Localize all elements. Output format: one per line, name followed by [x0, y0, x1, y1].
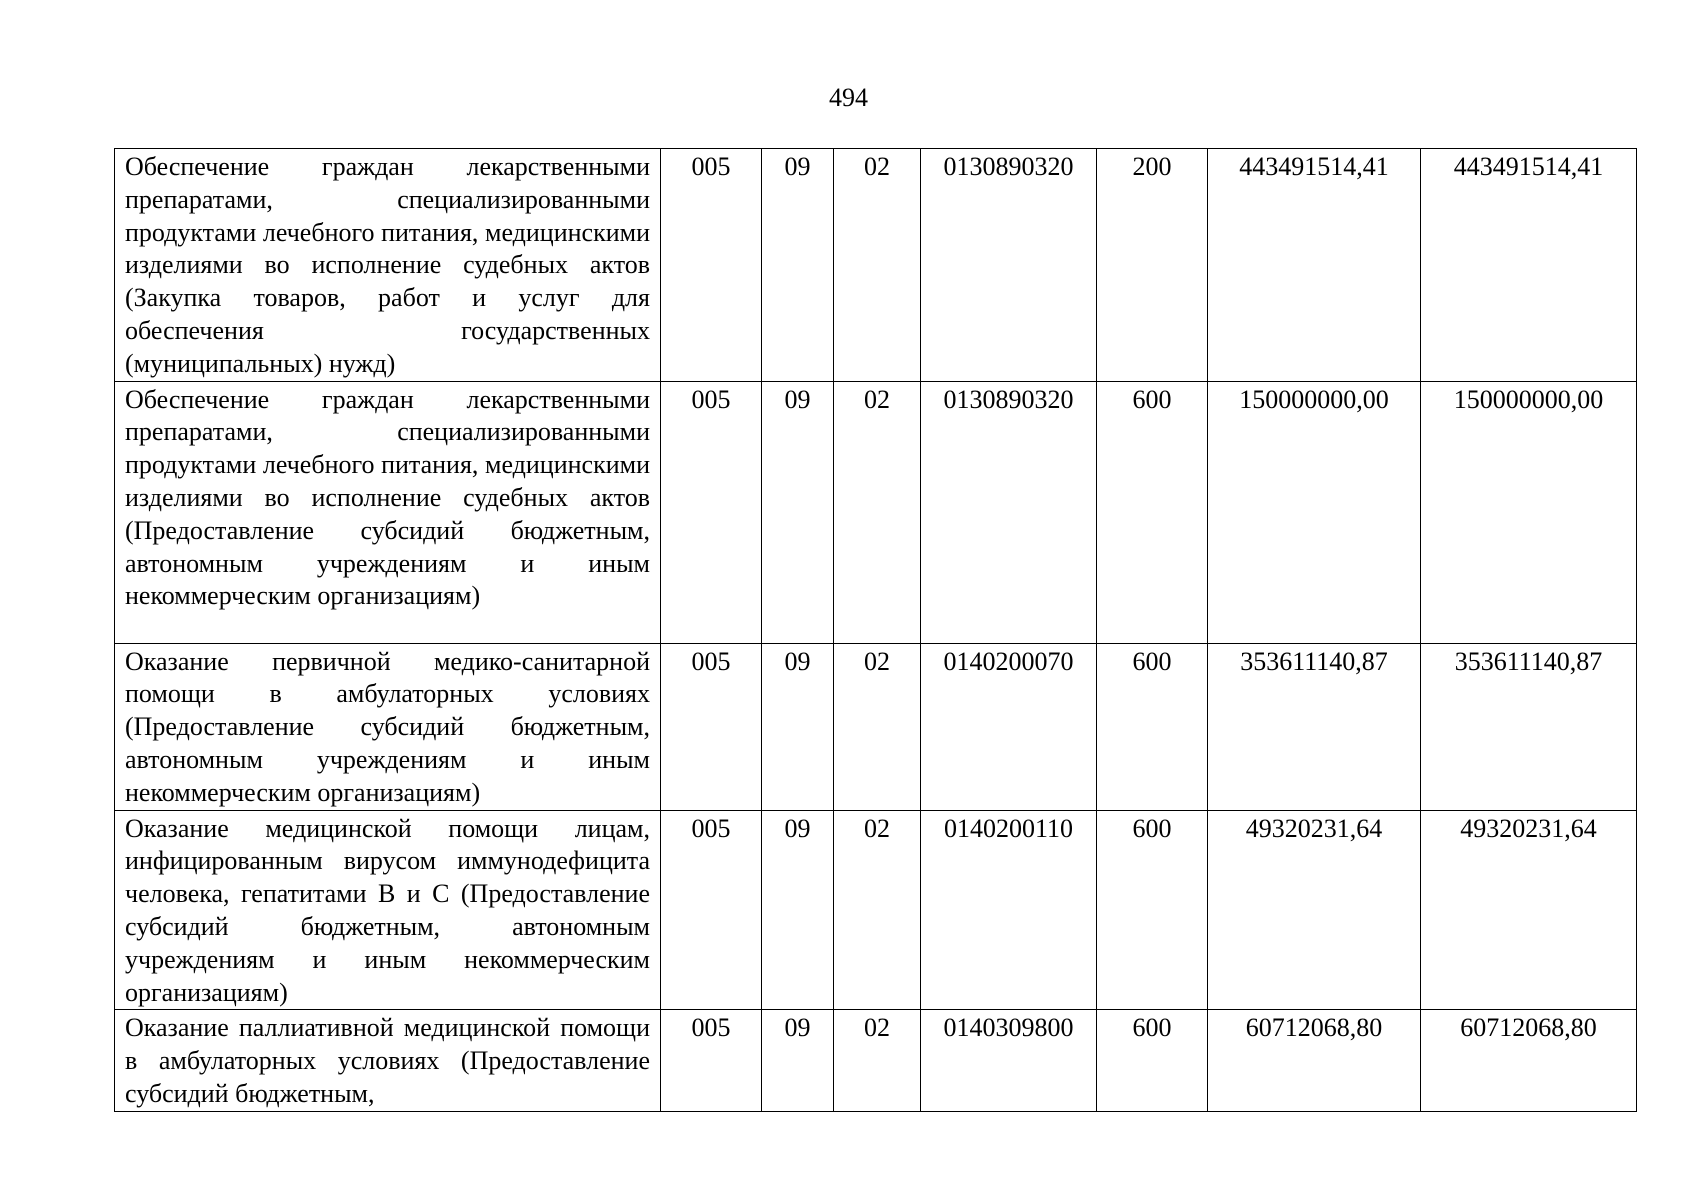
ministry-code: 005	[661, 381, 762, 643]
amount-1: 150000000,00	[1208, 381, 1421, 643]
subsection-code: 02	[834, 381, 921, 643]
expense-type-code: 600	[1097, 381, 1208, 643]
expense-description: Оказание медицинской помощи лицам, инфицированным вирусом иммунодефицита человека, гепатитами В и С (Предоставление субсидий бюджетным, автономным учреждениям и иным некоммерческим организациям)	[115, 810, 661, 1010]
subsection-code: 02	[834, 1010, 921, 1111]
expense-description: Оказание паллиативной медицинской помощи в амбулаторных условиях (Предоставление субсидий бюджетным,	[115, 1010, 661, 1111]
target-article-code: 0140200070	[921, 643, 1097, 810]
ministry-code: 005	[661, 810, 762, 1010]
section-code: 09	[762, 643, 834, 810]
subsection-code: 02	[834, 149, 921, 382]
amount-1: 60712068,80	[1208, 1010, 1421, 1111]
table-row	[115, 1010, 1637, 1111]
amount-2: 353611140,87	[1421, 643, 1637, 810]
target-article-code: 0130890320	[921, 381, 1097, 643]
expense-type-code: 600	[1097, 810, 1208, 1010]
section-code: 09	[762, 810, 834, 1010]
amount-2: 60712068,80	[1421, 1010, 1637, 1111]
section-code: 09	[762, 381, 834, 643]
expense-type-code: 200	[1097, 149, 1208, 382]
table-row	[115, 149, 1637, 382]
expense-description: Оказание первичной медико-санитарной помощи в амбулаторных условиях (Предоставление субсидий бюджетным, автономным учреждениям и иным некоммерческим организациям)	[115, 643, 661, 810]
expense-description: Обеспечение граждан лекарственными препаратами, специализированными продуктами лечебного питания, медицинскими изделиями во исполнение судебных актов (Предоставление субсидий бюджетным, автономным учреждениям и иным некоммерческим организациям)	[115, 381, 661, 643]
amount-1: 49320231,64	[1208, 810, 1421, 1010]
table-row	[115, 643, 1637, 810]
subsection-code: 02	[834, 643, 921, 810]
expense-description: Обеспечение граждан лекарственными препаратами, специализированными продуктами лечебного питания, медицинскими изделиями во исполнение судебных актов (Закупка товаров, работ и услуг для обеспечения государственных (муниципальных) нужд)	[115, 149, 661, 382]
ministry-code: 005	[661, 1010, 762, 1111]
table-row	[115, 381, 1637, 643]
amount-1: 443491514,41	[1208, 149, 1421, 382]
section-code: 09	[762, 149, 834, 382]
target-article-code: 0140309800	[921, 1010, 1097, 1111]
amount-2: 150000000,00	[1421, 381, 1637, 643]
target-article-code: 0140200110	[921, 810, 1097, 1010]
ministry-code: 005	[661, 643, 762, 810]
expense-type-code: 600	[1097, 1010, 1208, 1111]
amount-2: 49320231,64	[1421, 810, 1637, 1010]
budget-table	[114, 148, 1637, 1112]
table-row	[115, 810, 1637, 1010]
section-code: 09	[762, 1010, 834, 1111]
amount-1: 353611140,87	[1208, 643, 1421, 810]
expense-type-code: 600	[1097, 643, 1208, 810]
page-number: 494	[829, 83, 868, 112]
subsection-code: 02	[834, 810, 921, 1010]
target-article-code: 0130890320	[921, 149, 1097, 382]
ministry-code: 005	[661, 149, 762, 382]
amount-2: 443491514,41	[1421, 149, 1637, 382]
